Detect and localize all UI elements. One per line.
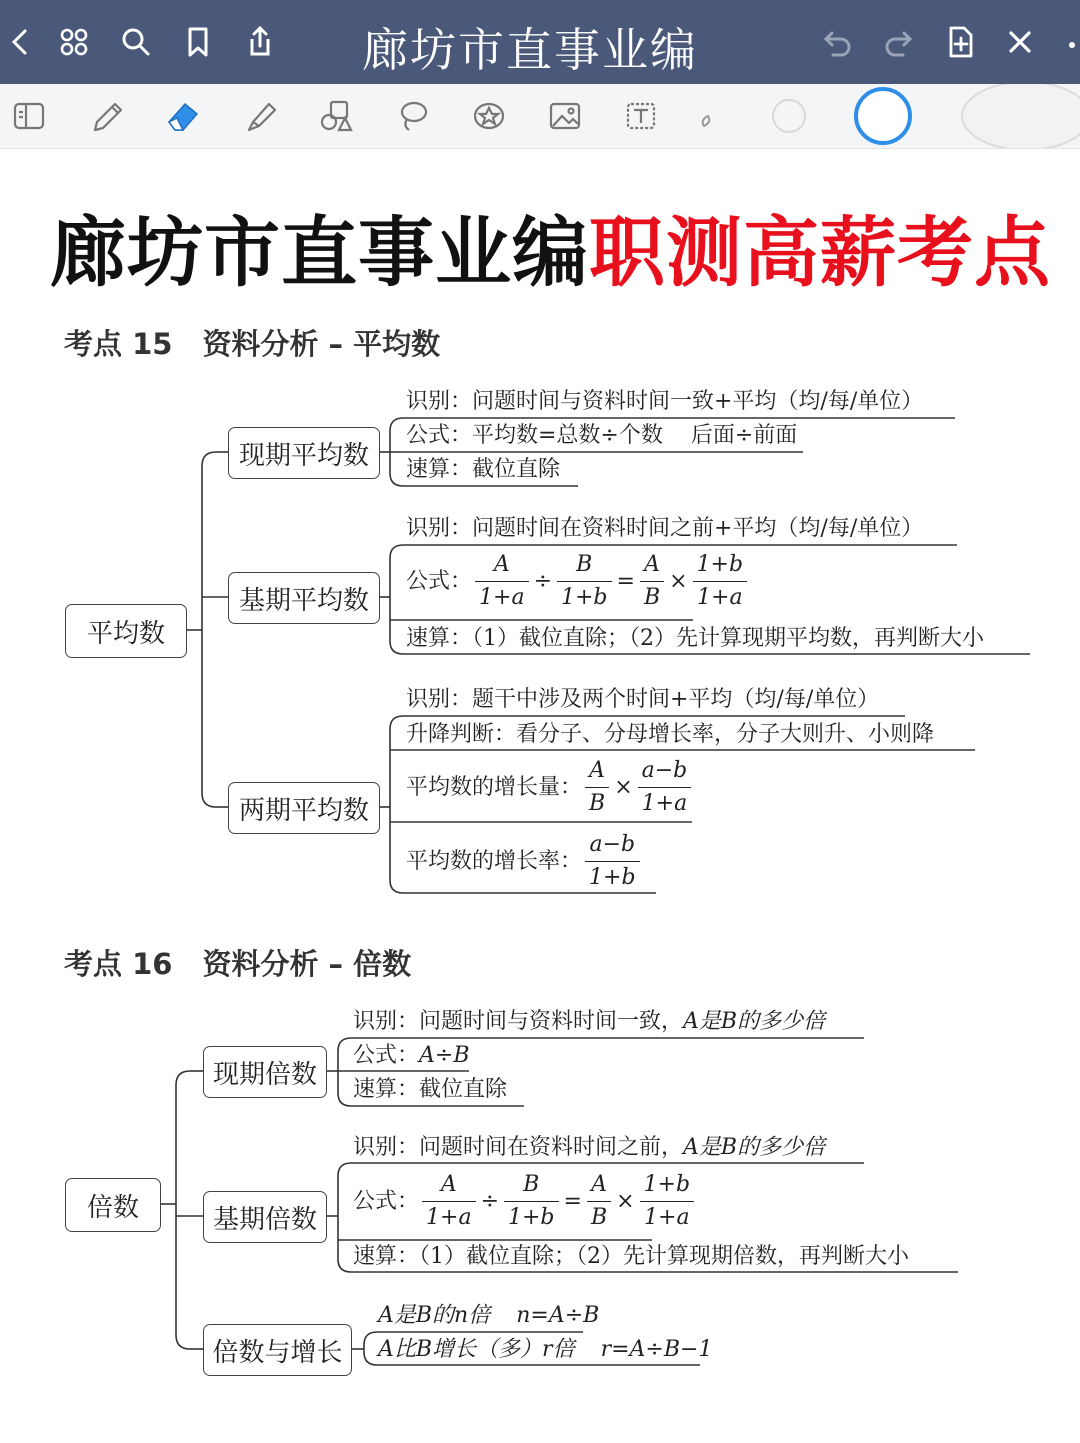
- times-sign: ×: [616, 1188, 635, 1214]
- growth-formula: r=A÷B−1: [600, 1337, 713, 1362]
- current-average-formula: 公式：平均数=总数÷个数 后面÷前面: [406, 423, 798, 448]
- frac-den: 1+a: [638, 787, 692, 817]
- base-multiple-formula: [353, 1172, 697, 1231]
- growth-rate-label: 平均数的增长率：: [406, 848, 583, 874]
- node-base-average: 基期平均数: [228, 572, 380, 624]
- frac-num: A: [493, 552, 510, 577]
- frac-num: A: [589, 758, 606, 783]
- identify-text: 识别：问题时间在资料时间之前，: [353, 1135, 684, 1160]
- frac-num: A: [644, 552, 660, 577]
- section-15-heading: 资料分析 – 平均数: [202, 327, 441, 361]
- headline-red-part: 职测高薪考点: [589, 208, 1051, 297]
- base-multiple-quick: 速算：（1）截位直除；（2）先计算现期倍数，再判断大小: [353, 1244, 909, 1269]
- frac-den: B: [587, 1201, 611, 1231]
- node-current-average: 现期平均数: [228, 427, 380, 479]
- growth-definition: A比B增长（多）r倍: [378, 1337, 575, 1362]
- current-multiple-quick: 速算：截位直除: [353, 1077, 508, 1102]
- fraction-a-over-1pa: [475, 552, 529, 611]
- multiple-growth-line-2: [378, 1336, 712, 1364]
- growth-amount-label: 平均数的增长量：: [406, 774, 583, 800]
- current-average-quick: 速算：截位直除: [406, 457, 561, 482]
- two-period-growth-amount: [406, 758, 694, 817]
- app-title: 廊坊市直事业编: [362, 23, 698, 77]
- base-average-identify: 识别：问题时间在资料时间之前+平均（均/每/单位）: [406, 516, 924, 541]
- node-multiple-root: 倍数: [65, 1178, 161, 1232]
- fraction-a-over-1pa: [422, 1172, 476, 1231]
- frac-num: B: [523, 1172, 540, 1197]
- fraction-b-over-1pb: [504, 1172, 559, 1231]
- frac-den: 1+a: [422, 1201, 476, 1231]
- multiple-definition: A是B的n倍: [378, 1303, 491, 1328]
- section-16-number: 考点 16: [64, 947, 173, 981]
- frac-den: 1+a: [693, 581, 747, 611]
- base-average-quick: 速算：（1）截位直除；（2）先计算现期平均数，再判断大小: [406, 626, 984, 651]
- headline-black-part: 廊坊市直事业编: [50, 208, 589, 297]
- frac-den: 1+b: [585, 861, 640, 891]
- frac-den: B: [585, 787, 609, 817]
- frac-num: 1+b: [643, 1172, 691, 1197]
- base-average-formula: [406, 552, 750, 611]
- section-16-title: [64, 942, 411, 983]
- frac-den: 1+b: [557, 581, 612, 611]
- fraction-amb-over-1pb: [585, 832, 640, 891]
- frac-num: a−b: [641, 758, 688, 783]
- node-current-multiple: 现期倍数: [203, 1046, 327, 1098]
- fraction-1pb-over-1pa: [640, 1172, 695, 1231]
- formula-label: 公式：: [353, 1043, 420, 1068]
- frac-num: A: [440, 1172, 457, 1197]
- current-multiple-formula: [353, 1042, 470, 1070]
- current-multiple-identify: [353, 1008, 825, 1036]
- equals-sign: =: [563, 1188, 582, 1214]
- section-15-number: 考点 15: [64, 327, 173, 361]
- base-average-formula-label: 公式：: [406, 568, 473, 594]
- node-average-root: 平均数: [65, 604, 187, 658]
- current-average-identify: 识别：问题时间与资料时间一致+平均（均/每/单位）: [406, 389, 924, 414]
- fraction-b-over-1pb: [557, 552, 612, 611]
- section-15-title: [64, 322, 440, 363]
- identify-text: 识别：问题时间与资料时间一致，: [353, 1009, 684, 1034]
- frac-den: 1+b: [504, 1201, 559, 1231]
- frac-den: B: [640, 581, 664, 611]
- frac-num: A: [591, 1172, 607, 1197]
- fraction-a-over-b: [585, 758, 609, 817]
- fraction-a-over-b: [640, 552, 664, 611]
- formula-expression: A÷B: [419, 1043, 470, 1068]
- identify-variable-text: A是B的多少倍: [683, 1009, 826, 1034]
- base-multiple-formula-label: 公式：: [353, 1188, 420, 1214]
- section-16-heading: 资料分析 – 倍数: [202, 947, 412, 981]
- divide-sign: ÷: [533, 568, 552, 594]
- times-sign: ×: [614, 774, 633, 800]
- frac-num: B: [576, 552, 593, 577]
- multiple-formula: n=A÷B: [516, 1303, 600, 1328]
- frac-den: 1+a: [475, 581, 529, 611]
- frac-num: a−b: [589, 832, 636, 857]
- node-multiple-growth: 倍数与增长: [203, 1324, 352, 1376]
- frac-num: 1+b: [696, 552, 744, 577]
- multiple-growth-line-1: [378, 1302, 599, 1330]
- times-sign: ×: [669, 568, 688, 594]
- two-period-growth-rate: [406, 832, 643, 891]
- two-period-trend: 升降判断：看分子、分母增长率，分子大则升、小则降: [406, 722, 935, 747]
- fraction-a-over-b: [587, 1172, 611, 1231]
- node-two-period-average: 两期平均数: [228, 782, 380, 834]
- base-multiple-identify: [353, 1134, 825, 1162]
- two-period-identify: 识别：题干中涉及两个时间+平均（均/每/单位）: [406, 687, 880, 712]
- frac-den: 1+a: [640, 1201, 694, 1231]
- node-base-multiple: 基期倍数: [203, 1191, 327, 1243]
- fraction-1pb-over-1pa: [693, 552, 748, 611]
- equals-sign: =: [616, 568, 635, 594]
- identify-variable-text: A是B的多少倍: [683, 1135, 826, 1160]
- fraction-amb-over-1pa: [638, 758, 692, 817]
- divide-sign: ÷: [480, 1188, 499, 1214]
